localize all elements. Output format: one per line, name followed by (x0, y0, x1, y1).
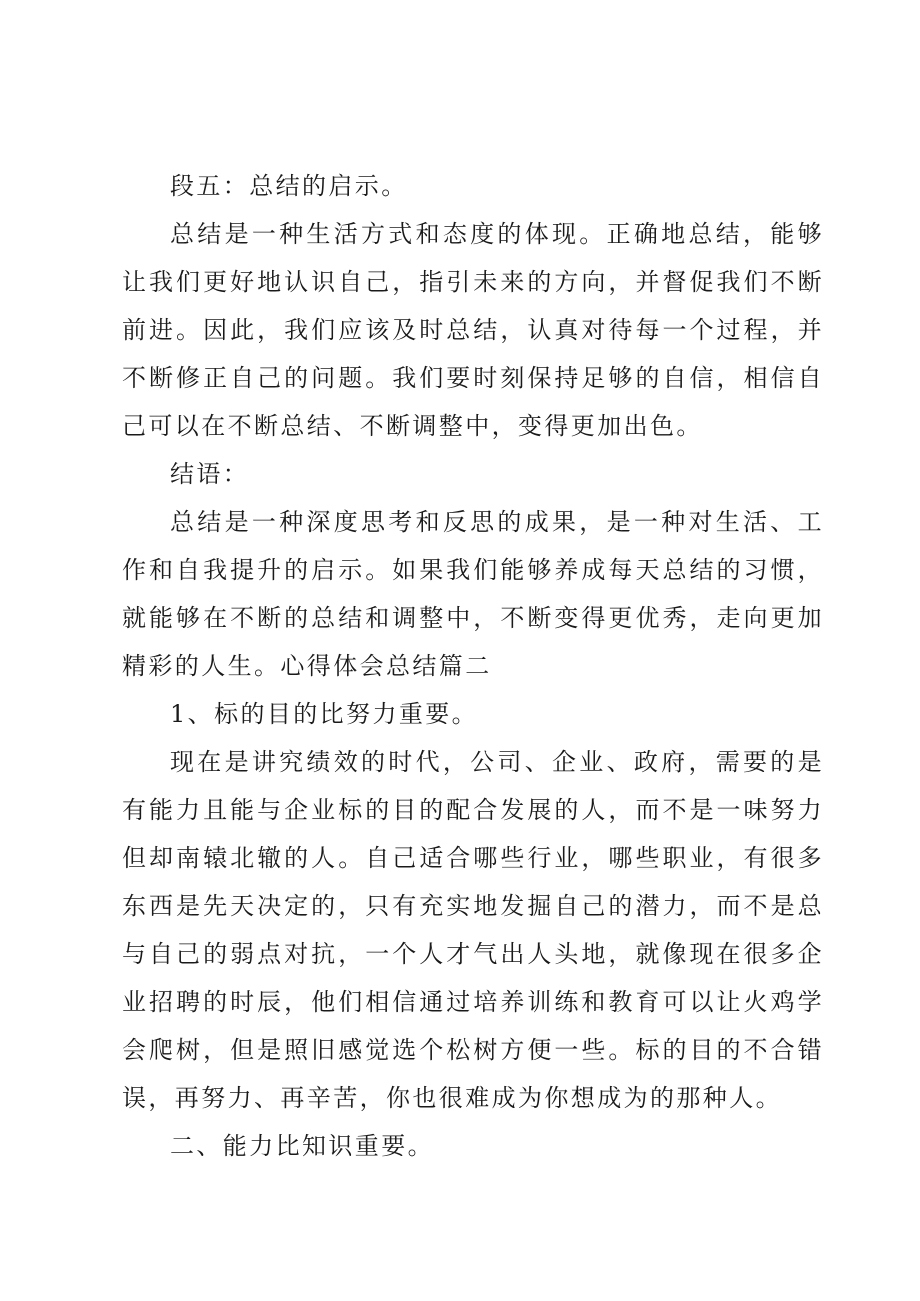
paragraph-conclusion: 总结是一种深度思考和反思的成果，是一种对生活、工作和自我提升的启示。如果我们能够养成每天总结的习惯，就能够在不断的总结和调整中，不断变得更优秀，走向更加精彩的人生。心得体会总结篇二 (122, 508, 824, 680)
document-body (122, 162, 824, 1170)
conclusion-heading: 结语： (170, 460, 250, 488)
paragraph-summary-attitude: 总结是一种生活方式和态度的体现。正确地总结，能够让我们更好地认识自己，指引未来的方向，并督促我们不断前进。因此，我们应该及时总结，认真对待每一个过程，并不断修正自己的问题。我们要时刻保持足够的自信，相信自己可以在不断总结、不断调整中，变得更加出色。 (122, 220, 824, 440)
point-two-heading: 二、能力比知识重要。 (170, 1132, 434, 1160)
section-heading-five: 段五：总结的启示。 (170, 172, 408, 200)
point-one-heading: 1、标的目的比努力重要。 (170, 700, 479, 728)
paragraph-direction: 现在是讲究绩效的时代，公司、企业、政府，需要的是有能力且能与企业标的目的配合发展的人，而不是一味努力但却南辕北辙的人。自己适合哪些行业，哪些职业，有很多东西是先天决定的，只有充实地发掘自己的潜力，而不是总与自己的弱点对抗，一个人才气出人头地，就像现在很多企业招聘的时辰，他们相信通过培养训练和教育可以让火鸡学会爬树，但是照旧感觉选个松树方便一些。标的目的不合错误，再努力、再辛苦，你也很难成为你想成为的那种人。 (122, 748, 824, 1112)
